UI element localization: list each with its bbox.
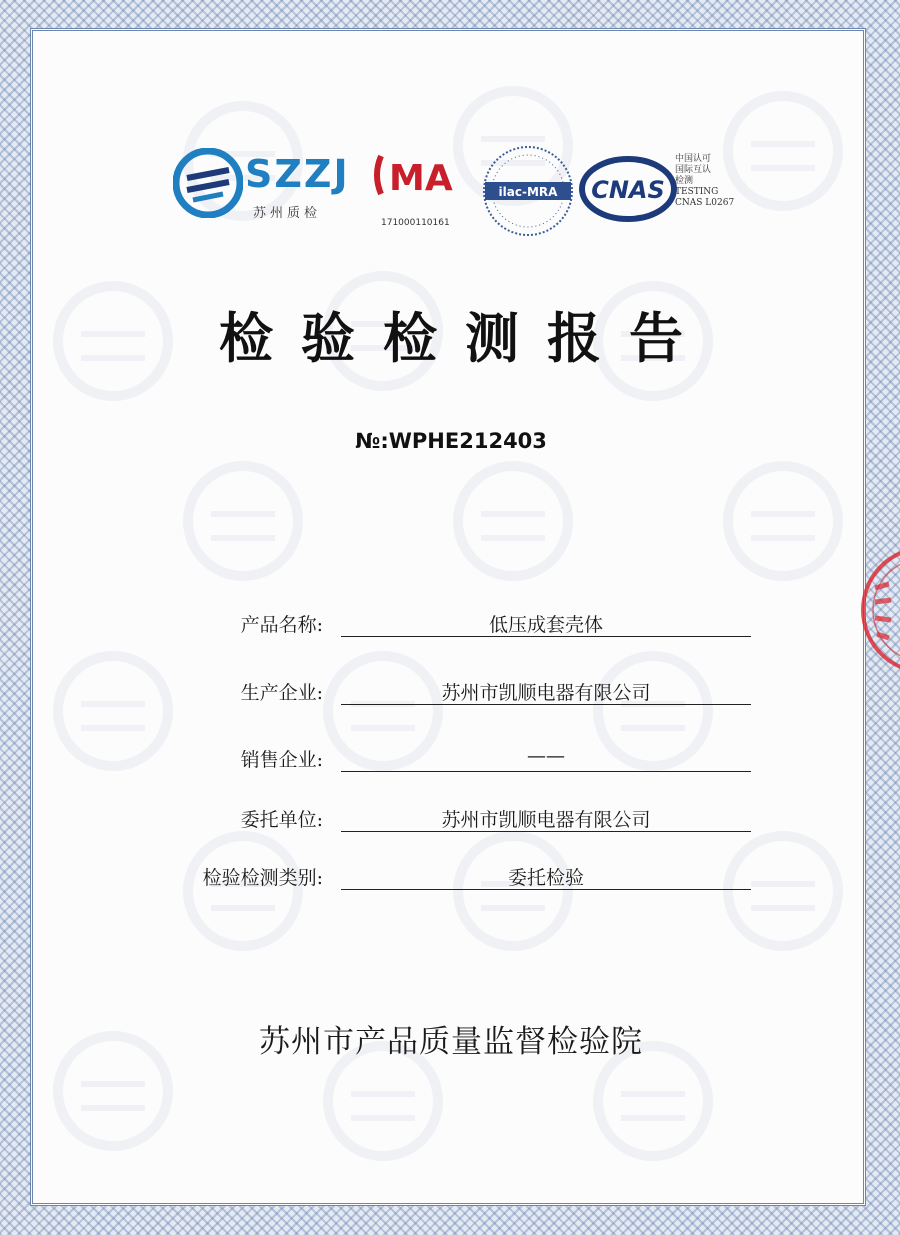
watermark-emblem [723, 461, 843, 581]
watermark-emblem [453, 461, 573, 581]
field-value: —— [527, 745, 565, 767]
field-underline [341, 704, 751, 705]
field-label: 产品名称: [240, 614, 323, 636]
field-product-name [93, 606, 753, 646]
cma-mark-icon [371, 150, 461, 200]
watermark-emblem [183, 461, 303, 581]
field-underline [341, 889, 751, 890]
report-title: 检验检测报告 [219, 307, 711, 370]
cnas-caption-line: TESTING [675, 187, 719, 197]
szzj-logo-subtitle: 苏州质检 [253, 206, 322, 221]
report-cover [30, 28, 866, 1206]
issuing-institute: 苏州市产品质量监督检验院 [259, 1024, 643, 1060]
field-underline [341, 831, 751, 832]
cnas-emblem-icon [578, 156, 678, 222]
field-value: 苏州市凯顺电器有限公司 [441, 682, 651, 704]
report-number: №:WPHE212403 [355, 429, 547, 453]
field-label: 检验检测类别: [202, 867, 323, 889]
ilac-mra-emblem-icon [481, 144, 575, 238]
cnas-logo-text: CNAS [591, 176, 665, 204]
accreditation-logos [173, 126, 753, 241]
cnas-caption-line: 中国认可 [675, 154, 712, 164]
ma-logo-text: MA [389, 158, 453, 199]
field-client [93, 801, 753, 841]
cnas-caption-line: 检测 [675, 176, 694, 186]
field-underline [341, 771, 751, 772]
field-label: 生产企业: [240, 682, 323, 704]
cnas-caption-line: 国际互认 [675, 165, 712, 175]
official-seal-stamp [855, 540, 900, 680]
szzj-emblem-icon [173, 148, 243, 218]
field-underline [341, 636, 751, 637]
cnas-caption-line: CNAS L0267 [675, 198, 735, 208]
cma-number: 171000110161 [381, 218, 450, 228]
field-value: 委托检验 [507, 867, 584, 889]
field-manufacturer [93, 674, 753, 714]
field-value: 苏州市凯顺电器有限公司 [441, 809, 651, 831]
field-label: 销售企业: [240, 749, 323, 771]
ilac-logo-text: ilac-MRA [498, 185, 558, 199]
field-sales-company [93, 741, 753, 781]
szzj-logo-text: SZZJ [245, 152, 350, 196]
field-inspection-type [93, 859, 753, 899]
field-value: 低压成套壳体 [488, 614, 603, 636]
cnas-caption [675, 154, 734, 209]
field-label: 委托单位: [240, 809, 323, 831]
